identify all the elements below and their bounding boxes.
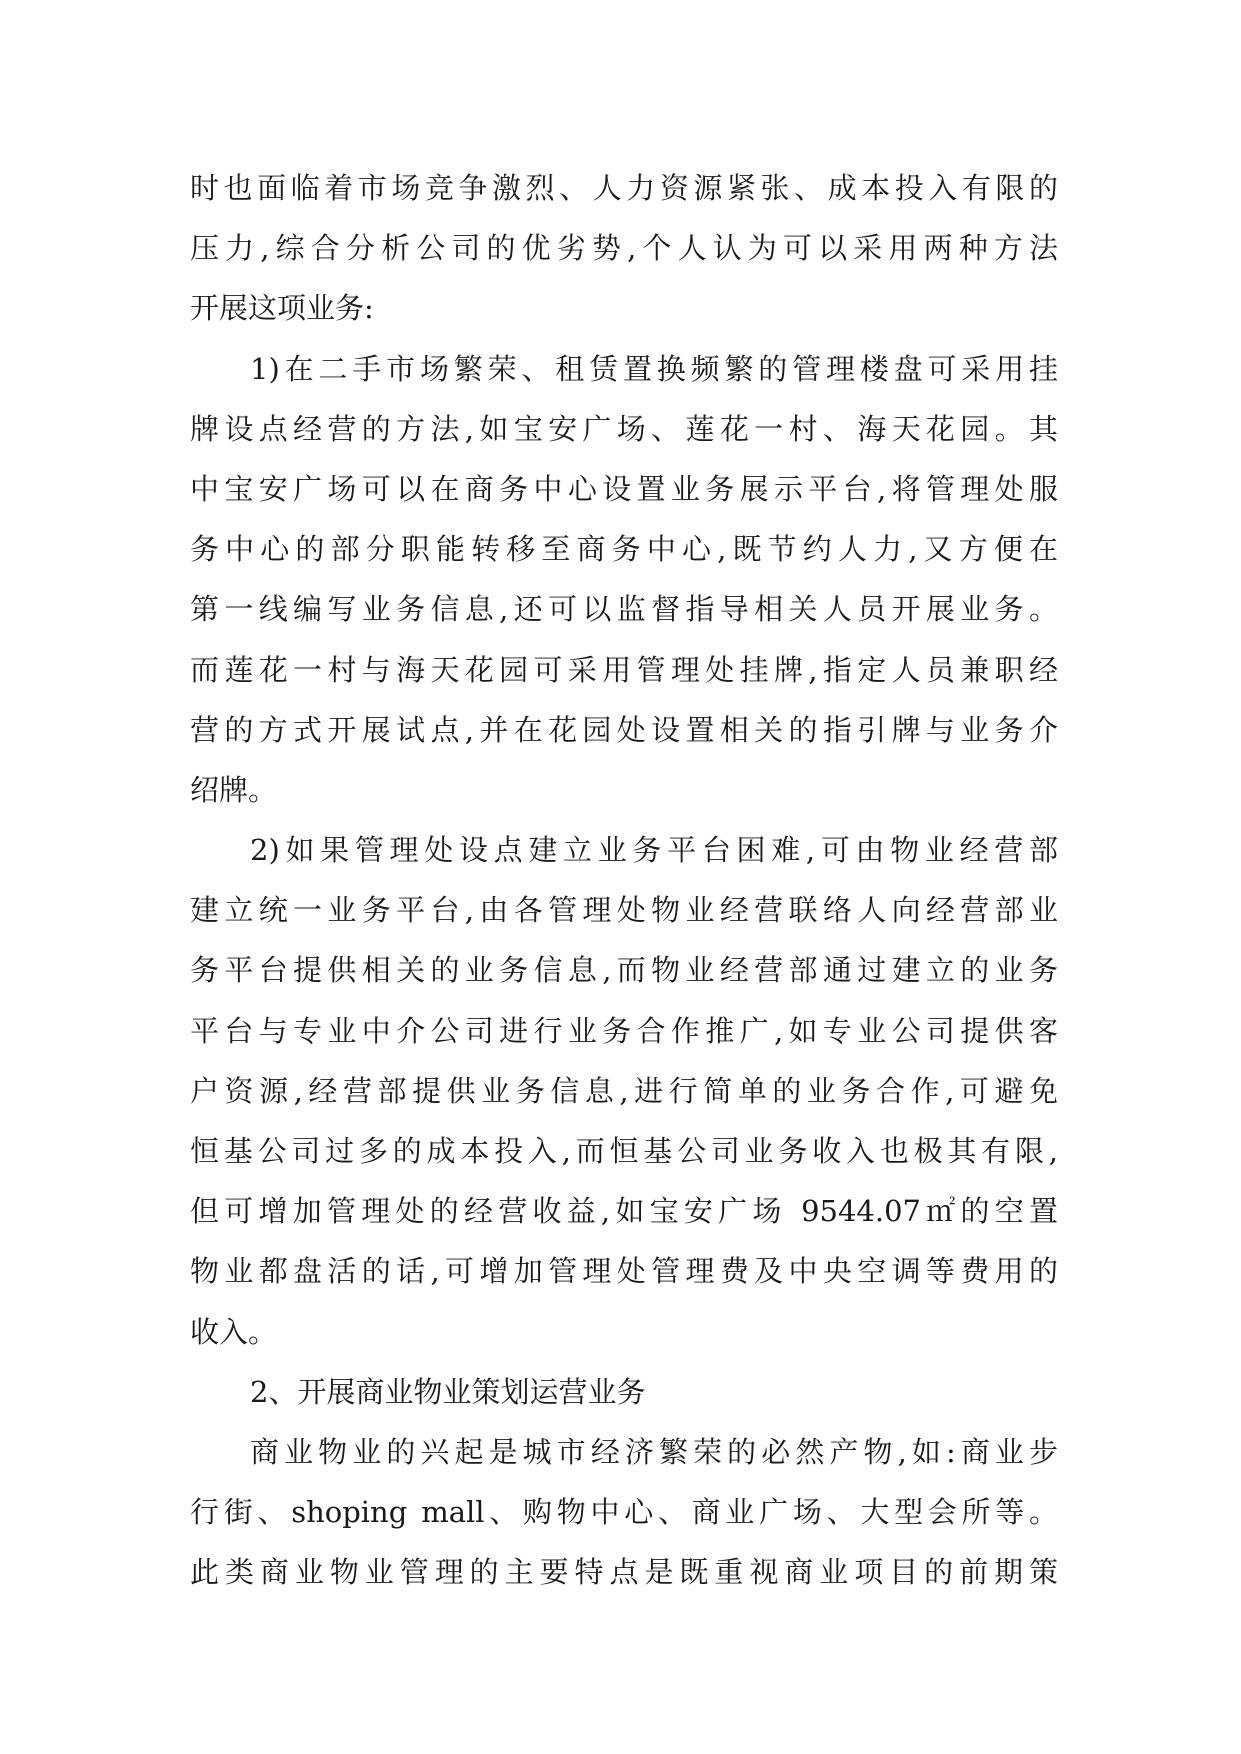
- text-line: 营的方式开展试点,并在花园处设置相关的指引牌与业务介: [190, 712, 1058, 747]
- text-line: 1)在二手市场繁荣、租赁置换频繁的管理楼盘可采用挂: [250, 351, 1058, 386]
- text-line: 商业物业的兴起是城市经济繁荣的必然产物,如:商业步: [250, 1434, 1058, 1469]
- text-line: 绍牌。: [190, 772, 278, 807]
- text-line: 此类商业物业管理的主要特点是既重视商业项目的前期策: [190, 1555, 1058, 1590]
- text-line: 2、开展商业物业策划运营业务: [250, 1374, 646, 1409]
- text-line: 开展这项业务:: [190, 291, 374, 326]
- document-body: [190, 158, 1058, 1603]
- text-line: 务中心的部分职能转移至商务中心,既节约人力,又方便在: [190, 532, 1058, 567]
- text-line: 压力,综合分析公司的优劣势,个人认为可以采用两种方法: [190, 231, 1058, 266]
- text-line: 牌设点经营的方法,如宝安广场、莲花一村、海天花园。其: [190, 411, 1058, 446]
- text-line: 而莲花一村与海天花园可采用管理处挂牌,指定人员兼职经: [190, 652, 1058, 687]
- text-line: 收入。: [190, 1314, 278, 1349]
- text-line: 中宝安广场可以在商务中心设置业务展示平台,将管理处服: [190, 471, 1058, 506]
- text-line: 时也面临着市场竞争激烈、人力资源紧张、成本投入有限的: [190, 171, 1058, 205]
- text-line: 行街、shoping mall、购物中心、商业广场、大型会所等。: [190, 1495, 1058, 1530]
- text-line: 平台与专业中介公司进行业务合作推广,如专业公司提供客: [190, 1013, 1058, 1048]
- text-line: 物业都盘活的话,可增加管理处管理费及中央空调等费用的: [190, 1254, 1058, 1289]
- text-line: 建立统一业务平台,由各管理处物业经营联络人向经营部业: [190, 893, 1058, 928]
- text-line: 务平台提供相关的业务信息,而物业经营部通过建立的业务: [190, 953, 1058, 988]
- text-line: 但可增加管理处的经营收益,如宝安广场 9544.07㎡的空置: [190, 1194, 1058, 1229]
- text-line: 2)如果管理处设点建立业务平台困难,可由物业经营部: [250, 833, 1058, 868]
- text-line: 恒基公司过多的成本投入,而恒基公司业务收入也极其有限,: [190, 1134, 1058, 1168]
- text-line: 户资源,经营部提供业务信息,进行简单的业务合作,可避免: [190, 1073, 1058, 1108]
- text-line: 第一线编写业务信息,还可以监督指导相关人员开展业务。: [190, 592, 1058, 627]
